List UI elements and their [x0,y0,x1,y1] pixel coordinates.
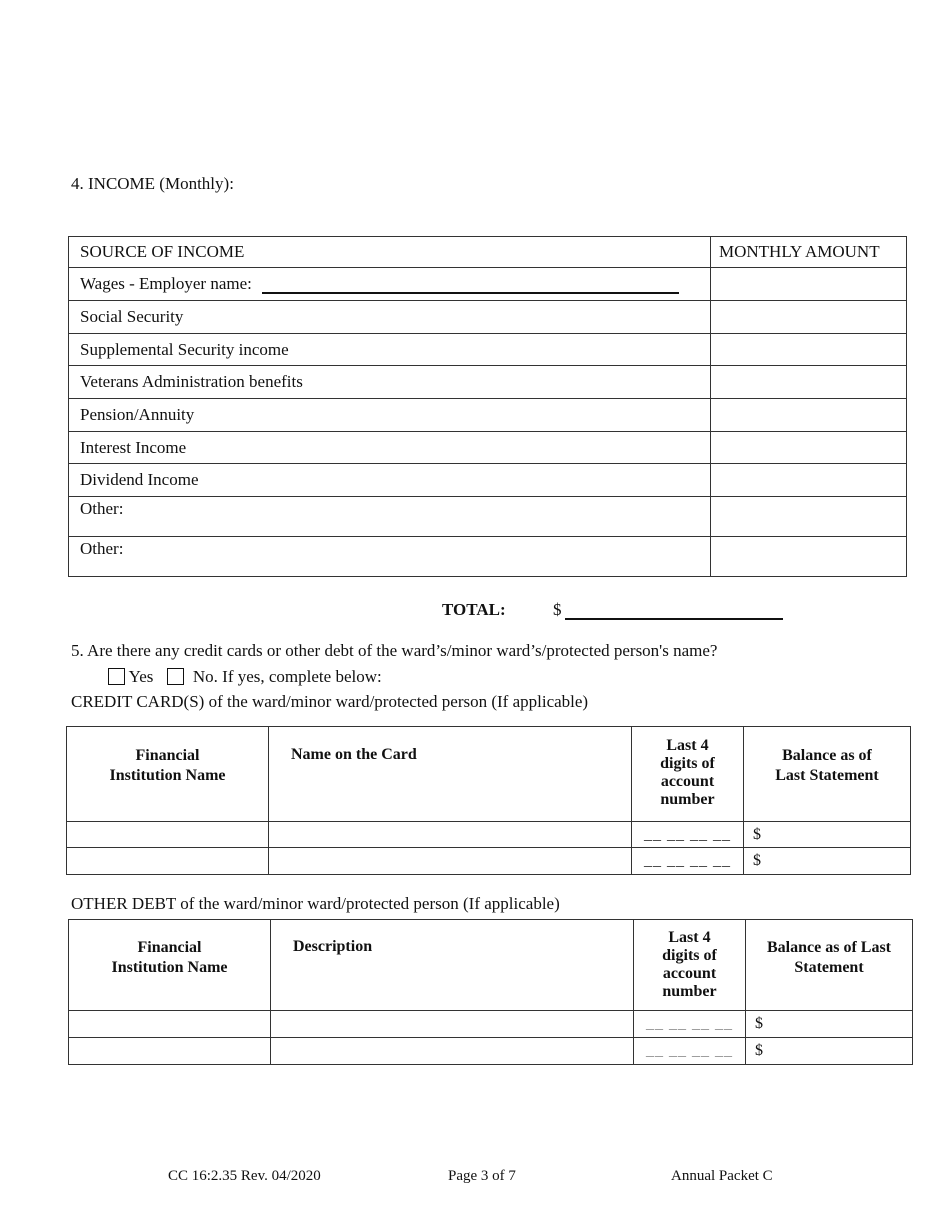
yes-label: Yes [128,667,154,686]
od-description-cell[interactable] [271,1038,634,1065]
income-table [68,236,907,577]
income-amount-cell[interactable] [711,366,907,399]
income-amount-cell[interactable] [711,497,907,537]
cc-header-last4-line4: number [660,791,715,808]
od-header-description: Description [271,920,634,1011]
cc-header-institution-line1: Financial [135,747,200,764]
cc-balance-cell[interactable]: $ [744,822,911,848]
cc-header-balance [744,727,911,822]
income-row-label: Wages - Employer name: [80,274,252,293]
cc-header-last4-line1: Last 4 [666,737,709,754]
cc-header-last4 [632,727,744,822]
od-last4-cell[interactable]: __ __ __ __ [634,1011,746,1038]
income-amount-cell[interactable] [711,537,907,577]
od-header-institution-line2: Institution Name [111,959,228,976]
income-amount-cell[interactable] [711,268,907,301]
footer-form-id: CC 16:2.35 Rev. 04/2020 [168,1168,321,1184]
od-header-last4 [634,920,746,1011]
income-row-other-2 [69,537,907,577]
income-row-label: Dividend Income [69,464,711,497]
od-last4-cell[interactable]: __ __ __ __ [634,1038,746,1065]
cc-institution-cell[interactable] [67,822,269,848]
yes-checkbox[interactable] [108,668,125,685]
credit-cards-heading: CREDIT CARD(S) of the ward/minor ward/protected person (If applicable) [71,692,589,711]
od-header-balance-line2: Statement [794,959,864,976]
income-amount-cell[interactable] [711,432,907,464]
cc-header-balance-line2: Last Statement [775,767,879,784]
cc-header-last4-line2: digits of [660,755,715,772]
cc-name-cell[interactable] [269,822,632,848]
income-row-label: Interest Income [69,432,711,464]
od-row [69,1011,913,1038]
no-label: No. If yes, complete below: [192,667,382,686]
no-checkbox[interactable] [167,668,184,685]
total-label: TOTAL: [442,600,506,619]
income-row-dividend [69,464,907,497]
cc-row [67,848,911,875]
income-row-label: Social Security [69,301,711,334]
debt-answer-row [108,667,382,687]
income-header-amount: MONTHLY AMOUNT [711,237,907,268]
od-header-last4-line4: number [662,983,717,1000]
income-amount-cell[interactable] [711,334,907,366]
cc-name-cell[interactable] [269,848,632,875]
income-row-label: Supplemental Security income [69,334,711,366]
income-amount-cell[interactable] [711,399,907,432]
footer-page-number: Page 3 of 7 [448,1168,516,1184]
income-amount-cell[interactable] [711,464,907,497]
cc-header-balance-line1: Balance as of [782,747,872,764]
cc-header-institution [67,727,269,822]
income-row-interest [69,432,907,464]
income-row-veterans [69,366,907,399]
od-header-last4-line1: Last 4 [668,929,711,946]
total-amount-line[interactable] [565,600,783,620]
other-debt-table [68,919,913,1065]
cc-header-name-on-card: Name on the Card [269,727,632,822]
cc-institution-cell[interactable] [67,848,269,875]
od-header-last4-line2: digits of [662,947,717,964]
income-row-pension [69,399,907,432]
other-debt-heading: OTHER DEBT of the ward/minor ward/protected person (If applicable) [71,894,560,913]
footer-packet: Annual Packet C [671,1168,773,1184]
income-row-label: Other: [69,497,711,537]
income-header-source: SOURCE OF INCOME [69,237,711,268]
od-balance-cell[interactable]: $ [746,1011,913,1038]
od-institution-cell[interactable] [69,1011,271,1038]
income-row-label: Veterans Administration benefits [69,366,711,399]
cc-header-institution-line2: Institution Name [109,767,226,784]
od-description-cell[interactable] [271,1011,634,1038]
od-header-institution [69,920,271,1011]
cc-balance-cell[interactable]: $ [744,848,911,875]
od-header-last4-line3: account [662,965,717,982]
income-row-social-security [69,301,907,334]
income-row-wages [69,268,907,301]
total-currency: $ [553,600,562,619]
credit-cards-table [66,726,911,875]
od-header-institution-line1: Financial [137,939,202,956]
cc-header-last4-line3: account [660,773,715,790]
cc-row [67,822,911,848]
cc-last4-cell[interactable]: __ __ __ __ [632,822,744,848]
od-row [69,1038,913,1065]
income-row-label: Other: [69,537,711,577]
employer-name-line[interactable] [262,274,679,294]
income-heading: 4. INCOME (Monthly): [71,174,234,193]
od-header-balance [746,920,913,1011]
debt-question: 5. Are there any credit cards or other debt of the ward’s/minor ward’s/protected person's name? [71,641,718,660]
cc-last4-cell[interactable]: __ __ __ __ [632,848,744,875]
od-balance-cell[interactable]: $ [746,1038,913,1065]
income-row-ssi [69,334,907,366]
income-row-other-1 [69,497,907,537]
income-row-label: Pension/Annuity [69,399,711,432]
od-header-balance-line1: Balance as of Last [767,939,891,956]
income-amount-cell[interactable] [711,301,907,334]
od-institution-cell[interactable] [69,1038,271,1065]
